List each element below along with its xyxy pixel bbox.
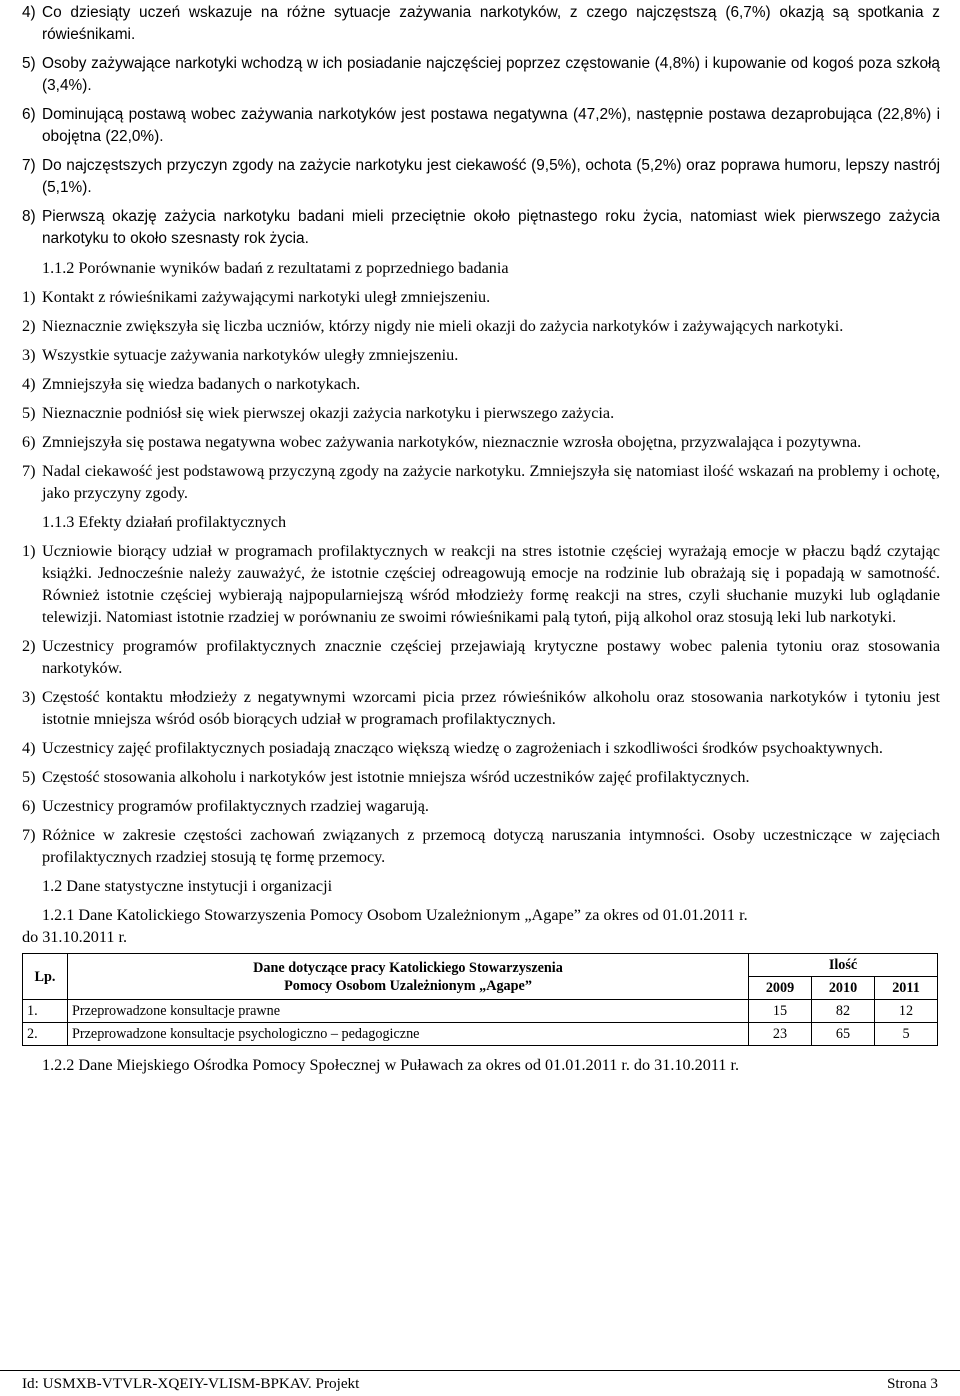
section-heading-1-1-3: 1.1.3 Efekty działań profilaktycznych bbox=[42, 513, 287, 531]
list-item bbox=[22, 431, 940, 453]
list-item bbox=[22, 373, 940, 395]
list-item bbox=[22, 635, 940, 679]
list-text: Nieznacznie podniósł się wiek pierwszej okazji zażycia narkotyku i pierwszego zażycia. bbox=[42, 404, 615, 422]
header-year: 2011 bbox=[875, 977, 938, 1000]
cell-lp: 1. bbox=[23, 1000, 68, 1023]
list-number: 2) bbox=[22, 317, 36, 335]
header-description bbox=[68, 954, 749, 1000]
list-text: Co dziesiąty uczeń wskazuje na różne sytuacje zażywania narkotyków, z czego najczęstszą (6,7%) okazją są spotkania z rówieśnikami. bbox=[42, 4, 940, 43]
list-item bbox=[22, 402, 940, 424]
list-text: Uczniowie biorący udział w programach profilaktycznych w reakcji na stres istotnie częściej wyrażają emocje w płaczu bądź czytając książki. Jednocześnie należy zauważyć, że istotnie częściej odreagowują emocje na rodzinie lub obrażają się i popadają w samotność. Również istotnie częściej wybierają najpopularniejszą wśród młodzieży formę reakcji na stres, czyli słuchanie muzyki lub oglądanie telewizji. Natomiast istotnie rzadziej w porównaniu ze swoimi rówieśnikami palą tytoń, piją alkohol oraz stosują leki lub narkotyki. bbox=[42, 542, 940, 626]
list-number: 3) bbox=[22, 346, 36, 364]
findings-list-drugs bbox=[22, 0, 940, 250]
list-text: Kontakt z rówieśnikami zażywającymi narkotyki uległ zmniejszeniu. bbox=[42, 288, 491, 306]
list-number: 7) bbox=[22, 157, 36, 174]
header-year: 2010 bbox=[812, 977, 875, 1000]
list-text: Uczestnicy programów profilaktycznych znacznie częściej przejawiają krytyczne postawy wobec palenia tytoniu oraz stosowania narkotyków. bbox=[42, 637, 940, 677]
list-number: 6) bbox=[22, 797, 36, 815]
page-footer bbox=[0, 1370, 960, 1396]
section-heading-1-2: 1.2 Dane statystyczne instytucji i organizacji bbox=[42, 877, 333, 895]
list-text: Różnice w zakresie częstości zachowań związanych z przemocą dotyczą naruszania intymności. Osoby uczestniczące w zajęciach profilaktycznych rzadziej stosują tę formę przemocy. bbox=[42, 826, 940, 866]
list-item bbox=[22, 540, 940, 628]
list-item bbox=[22, 53, 940, 97]
list-number: 8) bbox=[22, 208, 36, 225]
list-text: Zmniejszyła się wiedza badanych o narkotykach. bbox=[42, 375, 361, 393]
list-text: Pierwszą okazję zażycia narkotyku badani mieli przeciętnie około piętnastego roku życia, natomiast wiek pierwszego zażycia narkotyku to około szesnasty rok życia. bbox=[42, 208, 940, 247]
header-lp: Lp. bbox=[23, 954, 68, 1000]
cell-description: Przeprowadzone konsultacje psychologiczno – pedagogiczne bbox=[68, 1023, 749, 1046]
cell-value: 12 bbox=[875, 1000, 938, 1023]
list-item bbox=[22, 460, 940, 504]
cell-value: 5 bbox=[875, 1023, 938, 1046]
section-heading-1-2-1 bbox=[22, 904, 940, 948]
list-item bbox=[22, 824, 940, 868]
list-item bbox=[22, 766, 940, 788]
list-text: Zmniejszyła się postawa negatywna wobec zażywania narkotyków, nieznacznie wzrosła obojętna, przyzwalająca i pozytywna. bbox=[42, 433, 862, 451]
list-number: 7) bbox=[22, 826, 36, 844]
heading-line: 1.2.1 Dane Katolickiego Stowarzyszenia Pomocy Osobom Uzależnionym „Agape” za okres od 01.01.2011 r. bbox=[42, 906, 748, 924]
list-number: 6) bbox=[22, 106, 36, 123]
list-text: Wszystkie sytuacje zażywania narkotyków uległy zmniejszeniu. bbox=[42, 346, 459, 364]
list-number: 5) bbox=[22, 404, 36, 422]
cell-value: 82 bbox=[812, 1000, 875, 1023]
table-header-row bbox=[23, 954, 938, 977]
list-number: 6) bbox=[22, 433, 36, 451]
cell-value: 23 bbox=[749, 1023, 812, 1046]
list-item bbox=[22, 2, 940, 46]
header-year: 2009 bbox=[749, 977, 812, 1000]
list-number: 3) bbox=[22, 688, 36, 706]
list-text: Uczestnicy zajęć profilaktycznych posiadają znacząco większą wiedzę o zagrożeniach i szkodliwości środków psychoaktywnych. bbox=[42, 739, 883, 757]
list-item bbox=[22, 206, 940, 250]
table-row bbox=[23, 1023, 938, 1046]
list-text: Osoby zażywające narkotyki wchodzą w ich posiadanie najczęściej poprzez częstowanie (4,8%) i kupowanie od kogoś poza szkołą (3,4%). bbox=[42, 55, 940, 94]
list-item bbox=[22, 286, 940, 308]
cell-value: 15 bbox=[749, 1000, 812, 1023]
list-text: Częstość stosowania alkoholu i narkotyków jest istotnie mniejsza wśród uczestników zajęć profilaktycznych. bbox=[42, 768, 750, 786]
list-number: 4) bbox=[22, 4, 36, 21]
comparison-list bbox=[22, 286, 940, 504]
list-number: 5) bbox=[22, 55, 36, 72]
list-number: 7) bbox=[22, 462, 36, 480]
list-number: 1) bbox=[22, 542, 36, 560]
list-text: Dominującą postawą wobec zażywania narkotyków jest postawa negatywna (47,2%), następnie postawa dezaprobująca (22,8%) i obojętna (22,0%). bbox=[42, 106, 940, 145]
list-item bbox=[22, 155, 940, 199]
list-text: Częstość kontaktu młodzieży z negatywnymi wzorcami picia przez rówieśników alkoholu oraz stosowania narkotyków i tytoniu jest istotnie mniejsza wśród osób biorących udział w programach profilaktycznych. bbox=[42, 688, 940, 728]
list-text: Uczestnicy programów profilaktycznych rzadziej wagarują. bbox=[42, 797, 429, 815]
list-item bbox=[22, 315, 940, 337]
list-number: 4) bbox=[22, 739, 36, 757]
cell-lp: 2. bbox=[23, 1023, 68, 1046]
list-item bbox=[22, 686, 940, 730]
header-count: Ilość bbox=[749, 954, 938, 977]
section-heading-1-2-2: 1.2.2 Dane Miejskiego Ośrodka Pomocy Społecznej w Puławach za okres od 01.01.2011 r. do 31.10.2011 r. bbox=[42, 1056, 739, 1074]
list-item bbox=[22, 104, 940, 148]
header-line: Dane dotyczące pracy Katolickiego Stowarzyszenia bbox=[253, 959, 563, 976]
list-item bbox=[22, 737, 940, 759]
list-text: Do najczęstszych przyczyn zgody na zażycie narkotyku jest ciekawość (9,5%), ochota (5,2%) oraz poprawa humoru, lepszy nastrój (5,1%). bbox=[42, 157, 940, 196]
heading-line: do 31.10.2011 r. bbox=[22, 928, 128, 946]
list-number: 5) bbox=[22, 768, 36, 786]
section-heading-1-1-2: 1.1.2 Porównanie wyników badań z rezultatami z poprzedniego badania bbox=[42, 259, 509, 277]
cell-value: 65 bbox=[812, 1023, 875, 1046]
list-number: 1) bbox=[22, 288, 36, 306]
list-text: Nieznacznie zwiększyła się liczba uczniów, którzy nigdy nie mieli okazji do zażycia narkotyków i zażywających narkotyki. bbox=[42, 317, 844, 335]
table-row bbox=[23, 1000, 938, 1023]
list-text: Nadal ciekawość jest podstawową przyczyną zgody na zażycie narkotyku. Zmniejszyła się natomiast ilość wskazań na problemy i ochotę, jako przyczyny zgody. bbox=[42, 462, 940, 502]
document-id: Id: USMXB-VTVLR-XQEIY-VLISM-BPKAV. Projekt bbox=[22, 1375, 360, 1392]
page-number: Strona 3 bbox=[886, 1375, 938, 1392]
agape-statistics-table bbox=[22, 953, 938, 1046]
header-line: Pomocy Osobom Uzależnionym „Agape” bbox=[284, 977, 532, 994]
list-item bbox=[22, 344, 940, 366]
list-number: 4) bbox=[22, 375, 36, 393]
list-number: 2) bbox=[22, 637, 36, 655]
prevention-effects-list bbox=[22, 540, 940, 868]
cell-description: Przeprowadzone konsultacje prawne bbox=[68, 1000, 749, 1023]
document-page bbox=[22, 0, 940, 1083]
list-item bbox=[22, 795, 940, 817]
